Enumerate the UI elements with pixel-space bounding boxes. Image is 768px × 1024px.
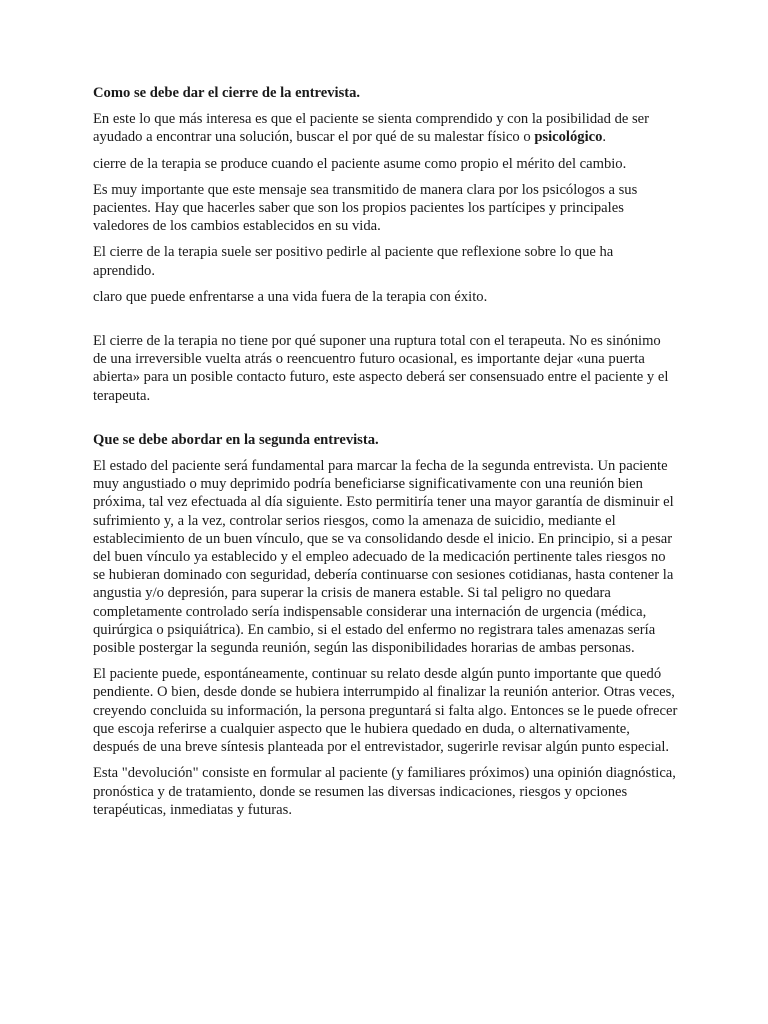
paragraph-cierre-mensaje: Es muy importante que este mensaje sea transmitido de manera clara por los psicólogos a sus pacientes. Hay que hacerles saber que son los propios pacientes los partícipes y principales valedores de los cambios establecidos en su vida. xyxy=(93,181,638,235)
paragraph-text: En este lo que más interesa es que el paciente se sienta comprendido y con la posibilidad de ser ayudado a encontrar una solución, buscar el por qué de su malestar físico o xyxy=(93,111,650,146)
document-page xyxy=(93,84,678,827)
paragraph-segunda-relato: El paciente puede, espontáneamente, continuar su relato desde algún punto importante que quedó pendiente. O bien, desde donde se hubiera interrumpido al finalizar la reunión anterior. Otras veces, creyendo concluida su información, la persona preguntará si falta algo. Entonces se le puede ofrecer que escoja referirse a cualquier aspecto que le hubiera quedado en duda, o alternativamente, después de una breve síntesis planteada por el entrevistador, sugerirle revisar algún punto especial. xyxy=(93,666,678,756)
section-heading-segunda-entrevista: Que se debe abordar en la segunda entrevista. xyxy=(93,431,379,448)
paragraph-segunda-devolucion: Esta "devolución" consiste en formular al paciente (y familiares próximos) una opinión diagnóstica, pronóstica y de tratamiento, donde se resumen las diversas indicaciones, riesgos y opciones terapéuticas, inmediatas y futuras. xyxy=(93,765,676,818)
paragraph-end: . xyxy=(602,129,607,146)
paragraph-cierre-puerta-abierta: El cierre de la terapia no tiene por qué suponer una ruptura total con el terapeuta. No es sinónimo de una irreversible vuelta atrás o reencuentro futuro ocasional, es importante dejar «una puerta abierta» para un posible contacto futuro, este aspecto deberá ser consensuado entre el paciente y el terapeuta. xyxy=(93,333,669,404)
paragraph-cierre-merito: cierre de la terapia se produce cuando el paciente asume como propio el mérito del cambio. xyxy=(93,155,627,172)
blank-line xyxy=(93,413,678,431)
paragraph-segunda-estado: El estado del paciente será fundamental para marcar la fecha de la segunda entrevista. Un paciente muy angustiado o muy deprimido podría beneficiarse significativamente con una reunión bien próxima, tal vez efectuada al día siguiente. Esto permitiría tener una mayor garantía de disminuir el sufrimiento y, a la vez, controlar serios riesgos, como la amenaza de suicidio, mediante el establecimiento de un buen vínculo, que se va consolidando desde el inicio. En principio, si a pesar del buen vínculo ya establecido y el empleo adecuado de la medicación pertinente tales riesgos no se hubieran dominado con seguridad, debería continuarse con sesiones cotidianas, hasta contener la angustia y/o depresión, para superar la crisis de manera estable. Si tal peligro no quedara completamente controlado sería indispensable considerar una internación de urgencia (médica, quirúrgica o psiquiátrica). En cambio, si el estado del enfermo no registrara tales amenazas sería posible postergar la segunda reunión, según las disponibilidades horarias de ambas personas. xyxy=(93,458,674,657)
bold-term: psicológico xyxy=(534,129,603,146)
section-heading-cierre: Como se debe dar el cierre de la entrevista. xyxy=(93,85,361,101)
blank-line xyxy=(93,314,678,332)
paragraph-cierre-reflexion: El cierre de la terapia suele ser positivo pedirle al paciente que reflexione sobre lo que ha aprendido. xyxy=(93,244,614,279)
paragraph-cierre-intro xyxy=(93,110,678,146)
paragraph-cierre-exito: claro que puede enfrentarse a una vida fuera de la terapia con éxito. xyxy=(93,288,488,305)
